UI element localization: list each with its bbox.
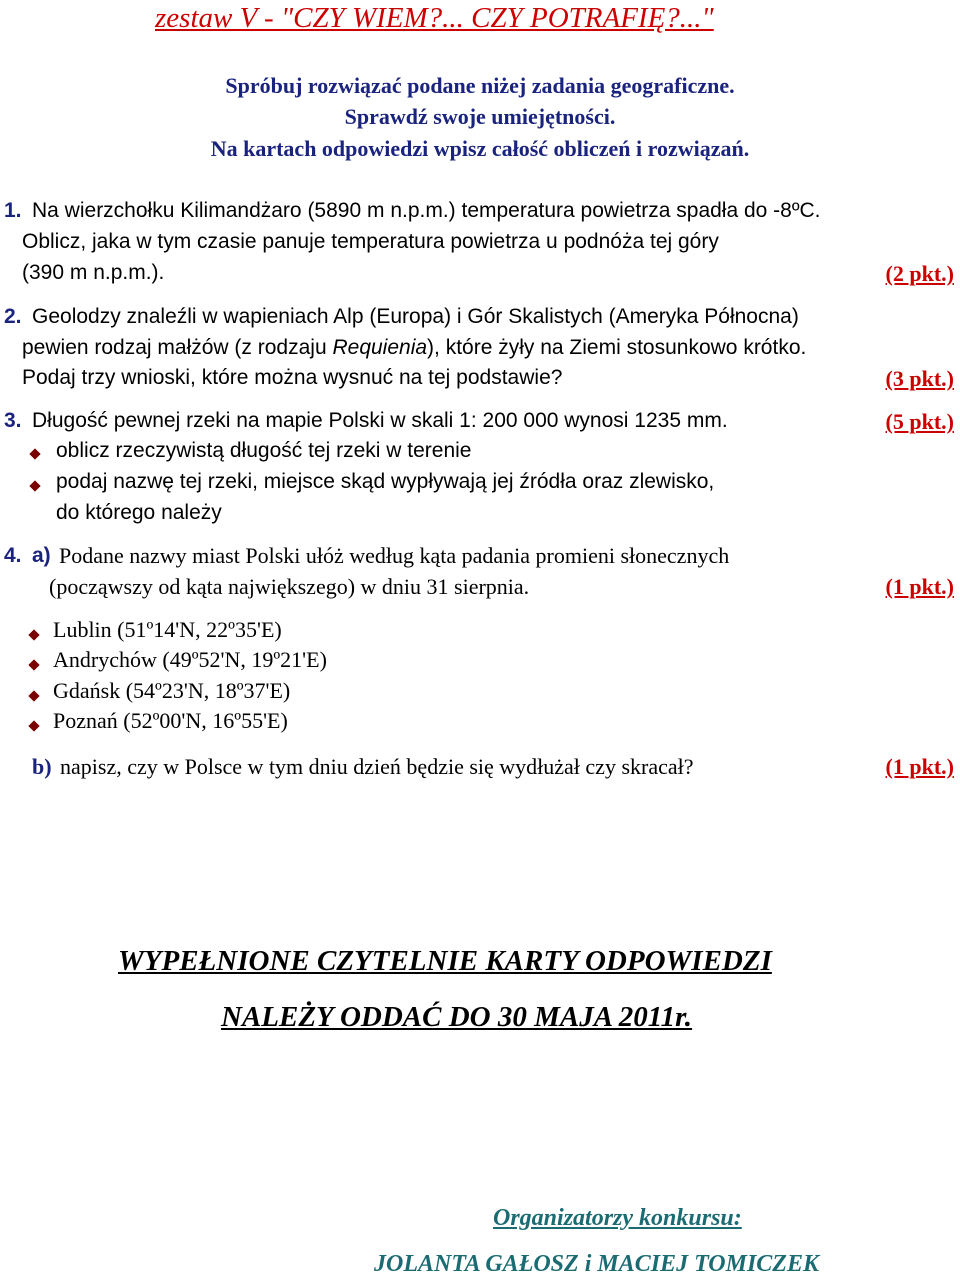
task-2-line-1: Geolodzy znaleźli w wapieniach Alp (Europa) i Gór Skalistych (Ameryka Północna): [32, 305, 799, 328]
task-2-line-3: Podaj trzy wnioski, które można wysnuć na tej podstawie?: [22, 366, 563, 389]
intro-line-1: Spróbuj rozwiązać podane niżej zadania geograficzne.: [225, 73, 735, 98]
task-1-points: (2 pkt.): [885, 261, 954, 286]
task-4-b-text: napisz, czy w Polsce w tym dniu dzień będzie się wydłużał czy skracał?: [60, 754, 694, 779]
bullet-diamond-icon: [29, 448, 40, 459]
city-item: Lublin (51º14'N, 22º35'E): [53, 617, 282, 642]
task-number: 1.: [4, 199, 22, 222]
bullet-diamond-icon: [28, 720, 39, 731]
genus-name: Requienia: [332, 336, 428, 359]
city-item: Poznań (52º00'N, 16º55'E): [53, 708, 288, 733]
task-4-a-line-2: (począwszy od kąta największego) w dniu 31 sierpnia.: [49, 574, 530, 599]
intro-line-3: Na kartach odpowiedzi wpisz całość obliczeń i rozwiązań.: [210, 136, 750, 161]
deadline-notice-line-2: NALEŻY ODDAĆ DO 30 MAJA 2011r.: [221, 1001, 693, 1033]
task-4-a-label: a): [32, 544, 51, 567]
task-3-points: (5 pkt.): [885, 409, 954, 434]
task-3-bullet-2-cont: do którego należy: [56, 501, 222, 524]
task-4-a-line-1: Podane nazwy miast Polski ułóż według kąta padania promieni słonecznych: [59, 543, 730, 568]
task-4-b-points: (1 pkt.): [885, 754, 954, 779]
task-1-line-2: Oblicz, jaka w tym czasie panuje temperatura powietrza u podnóża tej góry: [22, 230, 719, 253]
task-number: 4.: [4, 544, 22, 567]
task-number: 2.: [4, 305, 22, 328]
city-item: Andrychów (49º52'N, 19º21'E): [53, 647, 327, 672]
task-number: 3.: [4, 409, 22, 432]
bullet-diamond-icon: [29, 480, 40, 491]
bullet-diamond-icon: [28, 629, 39, 640]
task-2-line-2-start: pewien rodzaj małżów (z rodzaju: [22, 336, 333, 359]
task-2-line-2-end: ), które żyły na Ziemi stosunkowo krótko.: [427, 336, 807, 359]
task-3-line-1: Długość pewnej rzeki na mapie Polski w skali 1: 200 000 wynosi 1235 mm.: [32, 409, 728, 432]
task-3-bullet-2: podaj nazwę tej rzeki, miejsce skąd wypływają jej źródła oraz zlewisko,: [56, 470, 715, 493]
bullet-diamond-icon: [28, 690, 39, 701]
task-2-line-2: [22, 336, 806, 360]
city-item: Gdańsk (54º23'N, 18º37'E): [53, 678, 291, 703]
task-3-bullet-1: oblicz rzeczywistą długość tej rzeki w terenie: [56, 439, 472, 462]
task-2-points: (3 pkt.): [885, 366, 954, 391]
task-1-line-3: (390 m n.p.m.).: [22, 261, 165, 284]
task-4-a-points: (1 pkt.): [885, 574, 954, 599]
organizers-label: Organizatorzy konkursu:: [493, 1205, 742, 1231]
deadline-notice-line-1: WYPEŁNIONE CZYTELNIE KARTY ODPOWIEDZI: [118, 945, 772, 977]
task-1-line-1: Na wierzchołku Kilimandżaro (5890 m n.p.m.) temperatura powietrza spadła do -8ºC.: [32, 199, 821, 222]
page-title: zestaw V - "CZY WIEM?... CZY POTRAFIĘ?...": [155, 2, 714, 34]
organizers-names: JOLANTA GAŁOSZ i MACIEJ TOMICZEK: [374, 1251, 819, 1277]
bullet-diamond-icon: [28, 659, 39, 670]
task-4-b-label: b): [32, 754, 52, 779]
intro-line-2: Sprawdź swoje umiejętności.: [344, 104, 616, 129]
